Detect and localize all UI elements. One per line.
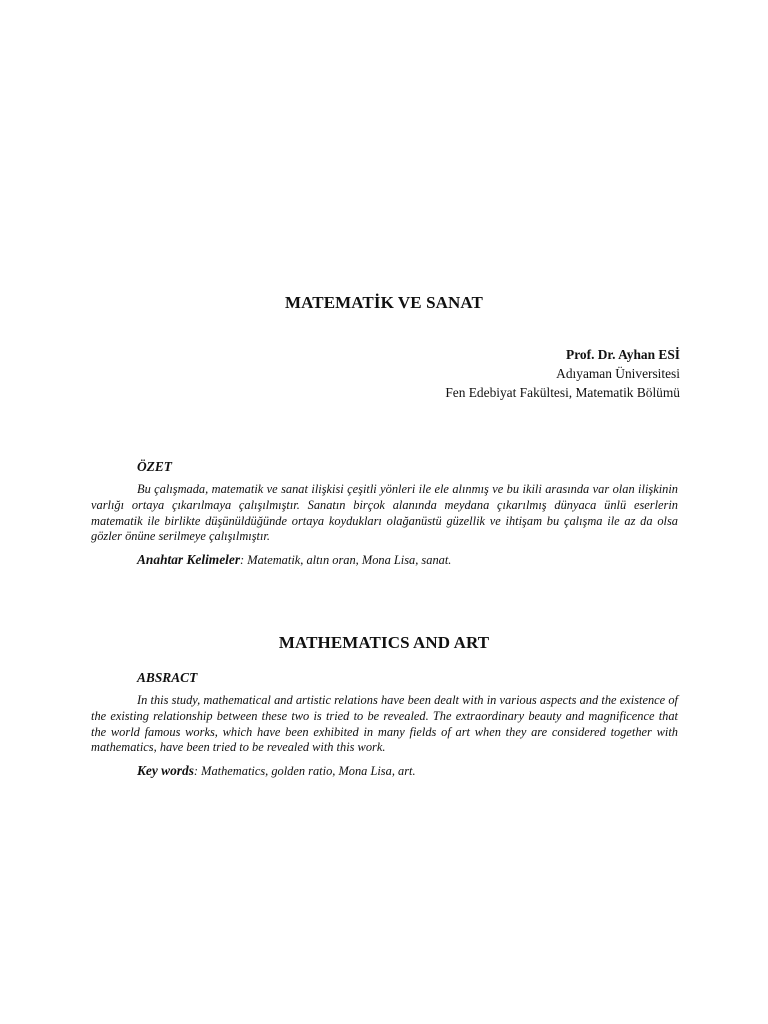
affiliation-university: Adıyaman Üniversitesi [556,366,680,381]
turkish-keywords-label: Anahtar Kelimeler [137,552,241,568]
english-abstract-section [91,670,678,779]
english-keywords [137,763,678,779]
affiliation-department: Fen Edebiyat Fakültesi, Matematik Bölümü [445,385,680,400]
english-title: MATHEMATICS AND ART [278,633,490,652]
english-keywords-label: Key words [137,763,194,779]
english-abstract-text: In this study, mathematical and artistic relations have been dealt with in various aspects and the existence of the existing relationship between these two is tried to be revealed. The extraordinary beauty and magnificence that the world famous works, which have been exhibited in many fields of art when they are considered together with mathematics, have been tried to be revealed with this work. [91,693,678,755]
turkish-title: MATEMATİK VE SANAT [285,293,483,312]
turkish-abstract-heading: ÖZET [137,459,172,474]
english-abstract-heading: ABSRACT [137,670,198,685]
author-block [445,345,680,402]
english-keywords-text: : Mathematics, golden ratio, Mona Lisa, art. [193,764,416,779]
turkish-abstract-section [91,459,678,568]
author-name: Prof. Dr. Ayhan ESİ [566,347,680,362]
turkish-keywords-text: : Matematik, altın oran, Mona Lisa, sanat. [240,553,452,568]
turkish-keywords [137,552,678,568]
turkish-abstract-text: Bu çalışmada, matematik ve sanat ilişkisi çeşitli yönleri ile ele alınmış ve bu ikili arasında var olan ilişkinin varlığı ortaya çıkarılmaya çalışılmıştır. Sanatın birçok alanında meydana çıkarılmış dünyaca ünlü eserlerin matematik ile birlikte düşünüldüğünde ortaya koydukları olağanüstü güzellik ve ihtişam bu çalışma ile az da olsa gözler önüne serilmeye çalışılmıştır. [91,482,678,544]
